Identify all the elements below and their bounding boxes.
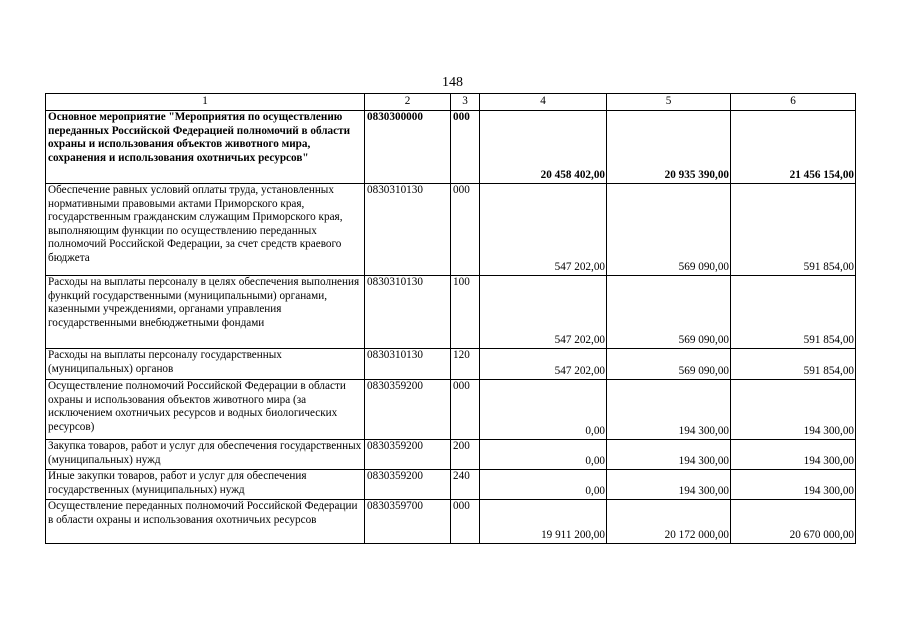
column-header: 3 <box>451 94 480 111</box>
row-amount-col6: 194 300,00 <box>731 380 856 440</box>
table-row <box>46 500 856 544</box>
table-row <box>46 470 856 500</box>
table-row <box>46 111 856 184</box>
row-description: Осуществление переданных полномочий Российской Федерации в области охраны и использования охотничьих ресурсов <box>46 500 365 544</box>
row-amount-col5: 194 300,00 <box>607 380 731 440</box>
row-code: 0830310130 <box>365 349 451 380</box>
row-expense-type: 000 <box>451 111 480 184</box>
row-code: 0830359200 <box>365 380 451 440</box>
row-code: 0830359200 <box>365 470 451 500</box>
column-header: 2 <box>365 94 451 111</box>
row-amount-col4: 20 458 402,00 <box>480 111 607 184</box>
row-amount-col6: 591 854,00 <box>731 276 856 349</box>
row-description: Обеспечение равных условий оплаты труда, установленных нормативными правовыми актами Приморского края, государственным гражданским служащим Приморского края, выполняющим функции по осуществлению переданных полномочий Российской Федерации, за счет средств краевого бюджета <box>46 184 365 276</box>
row-amount-col4: 0,00 <box>480 380 607 440</box>
column-header: 4 <box>480 94 607 111</box>
row-expense-type: 200 <box>451 440 480 470</box>
row-expense-type: 100 <box>451 276 480 349</box>
row-amount-col4: 19 911 200,00 <box>480 500 607 544</box>
row-amount-col6: 194 300,00 <box>731 440 856 470</box>
row-code: 0830310130 <box>365 184 451 276</box>
row-amount-col5: 20 172 000,00 <box>607 500 731 544</box>
row-description: Расходы на выплаты персоналу государственных (муниципальных) органов <box>46 349 365 380</box>
table-row <box>46 380 856 440</box>
row-code: 0830359200 <box>365 440 451 470</box>
row-expense-type: 240 <box>451 470 480 500</box>
row-description: Иные закупки товаров, работ и услуг для обеспечения государственных (муниципальных) нужд <box>46 470 365 500</box>
row-amount-col5: 20 935 390,00 <box>607 111 731 184</box>
row-expense-type: 000 <box>451 380 480 440</box>
row-amount-col4: 547 202,00 <box>480 349 607 380</box>
row-expense-type: 000 <box>451 184 480 276</box>
table-row <box>46 440 856 470</box>
row-amount-col4: 0,00 <box>480 470 607 500</box>
row-code: 0830300000 <box>365 111 451 184</box>
column-header: 6 <box>731 94 856 111</box>
row-amount-col5: 194 300,00 <box>607 440 731 470</box>
row-expense-type: 120 <box>451 349 480 380</box>
row-expense-type: 000 <box>451 500 480 544</box>
row-amount-col6: 591 854,00 <box>731 184 856 276</box>
row-code: 0830310130 <box>365 276 451 349</box>
budget-table <box>45 93 856 544</box>
page-number: 148 <box>442 75 463 90</box>
row-amount-col6: 21 456 154,00 <box>731 111 856 184</box>
row-description: Основное мероприятие "Мероприятия по осуществлению переданных Российской Федерацией полномочий в области охраны и использования объектов животного мира, сохранения и использования охотничьих ресурсов" <box>46 111 365 184</box>
row-description: Расходы на выплаты персоналу в целях обеспечения выполнения функций государственными (муниципальными) органами, казенными учреждениями, органами управления государственными внебюджетными фондами <box>46 276 365 349</box>
row-amount-col4: 547 202,00 <box>480 184 607 276</box>
column-header: 5 <box>607 94 731 111</box>
row-code: 0830359700 <box>365 500 451 544</box>
row-amount-col4: 547 202,00 <box>480 276 607 349</box>
row-amount-col6: 591 854,00 <box>731 349 856 380</box>
table-row <box>46 184 856 276</box>
row-description: Закупка товаров, работ и услуг для обеспечения государственных (муниципальных) нужд <box>46 440 365 470</box>
row-amount-col4: 0,00 <box>480 440 607 470</box>
row-amount-col5: 569 090,00 <box>607 276 731 349</box>
row-amount-col5: 569 090,00 <box>607 349 731 380</box>
header-row <box>46 94 856 111</box>
table-row <box>46 276 856 349</box>
table-row <box>46 349 856 380</box>
column-header: 1 <box>46 94 365 111</box>
row-amount-col5: 569 090,00 <box>607 184 731 276</box>
row-amount-col6: 194 300,00 <box>731 470 856 500</box>
row-amount-col5: 194 300,00 <box>607 470 731 500</box>
row-amount-col6: 20 670 000,00 <box>731 500 856 544</box>
row-description: Осуществление полномочий Российской Федерации в области охраны и использования объектов животного мира (за исключением охотничьих ресурсов и водных биологических ресурсов) <box>46 380 365 440</box>
